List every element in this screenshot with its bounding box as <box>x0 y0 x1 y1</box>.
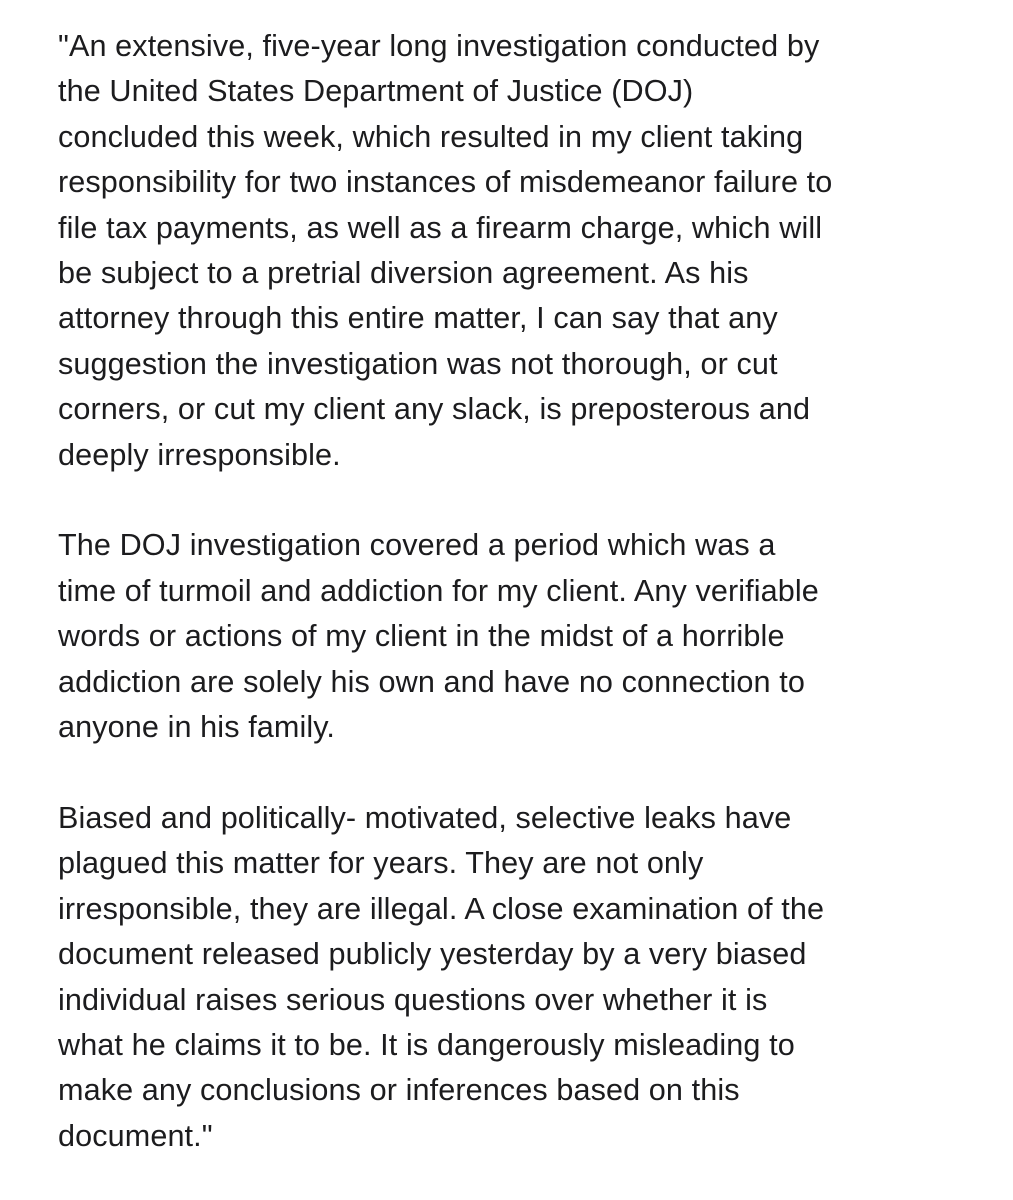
text-line: "An extensive, five-year long investigation conducted by <box>58 29 820 63</box>
statement-text <box>58 24 988 1159</box>
text-line: time of turmoil and addiction for my client. Any verifiable <box>58 573 819 608</box>
paragraph-1 <box>58 24 988 478</box>
text-line: suggestion the investigation was not thorough, or cut <box>58 346 778 381</box>
text-line: irresponsible, they are illegal. A close examination of the <box>58 891 825 926</box>
text-line: individual raises serious questions over whether it is <box>58 982 768 1017</box>
text-line: make any conclusions or inferences based on this <box>58 1073 740 1108</box>
text-line: attorney through this entire matter, I can say that any <box>58 301 778 336</box>
text-line: words or actions of my client in the midst of a horrible <box>58 619 785 654</box>
text-line: the United States Department of Justice (DOJ) <box>58 74 694 109</box>
paragraph-3 <box>58 796 988 1159</box>
text-line: concluded this week, which resulted in my client taking <box>58 119 804 154</box>
text-line: addiction are solely his own and have no connection to <box>58 664 805 699</box>
text-line: document." <box>58 1118 213 1153</box>
text-line: document released publicly yesterday by a very biased <box>58 937 807 972</box>
text-line: file tax payments, as well as a firearm charge, which will <box>58 210 823 245</box>
text-line: plagued this matter for years. They are not only <box>58 846 704 881</box>
text-line: Biased and politically- motivated, selective leaks have <box>58 800 792 835</box>
text-line: what he claims it to be. It is dangerously misleading to <box>58 1027 795 1062</box>
text-line: deeply irresponsible. <box>58 437 341 472</box>
text-line: The DOJ investigation covered a period which was a <box>58 528 776 563</box>
text-line: responsibility for two instances of misdemeanor failure to <box>58 165 833 200</box>
text-line: corners, or cut my client any slack, is preposterous and <box>58 392 811 427</box>
paragraph-2 <box>58 523 988 750</box>
text-line: be subject to a pretrial diversion agreement. As his <box>58 256 749 291</box>
text-line: anyone in his family. <box>58 710 336 745</box>
